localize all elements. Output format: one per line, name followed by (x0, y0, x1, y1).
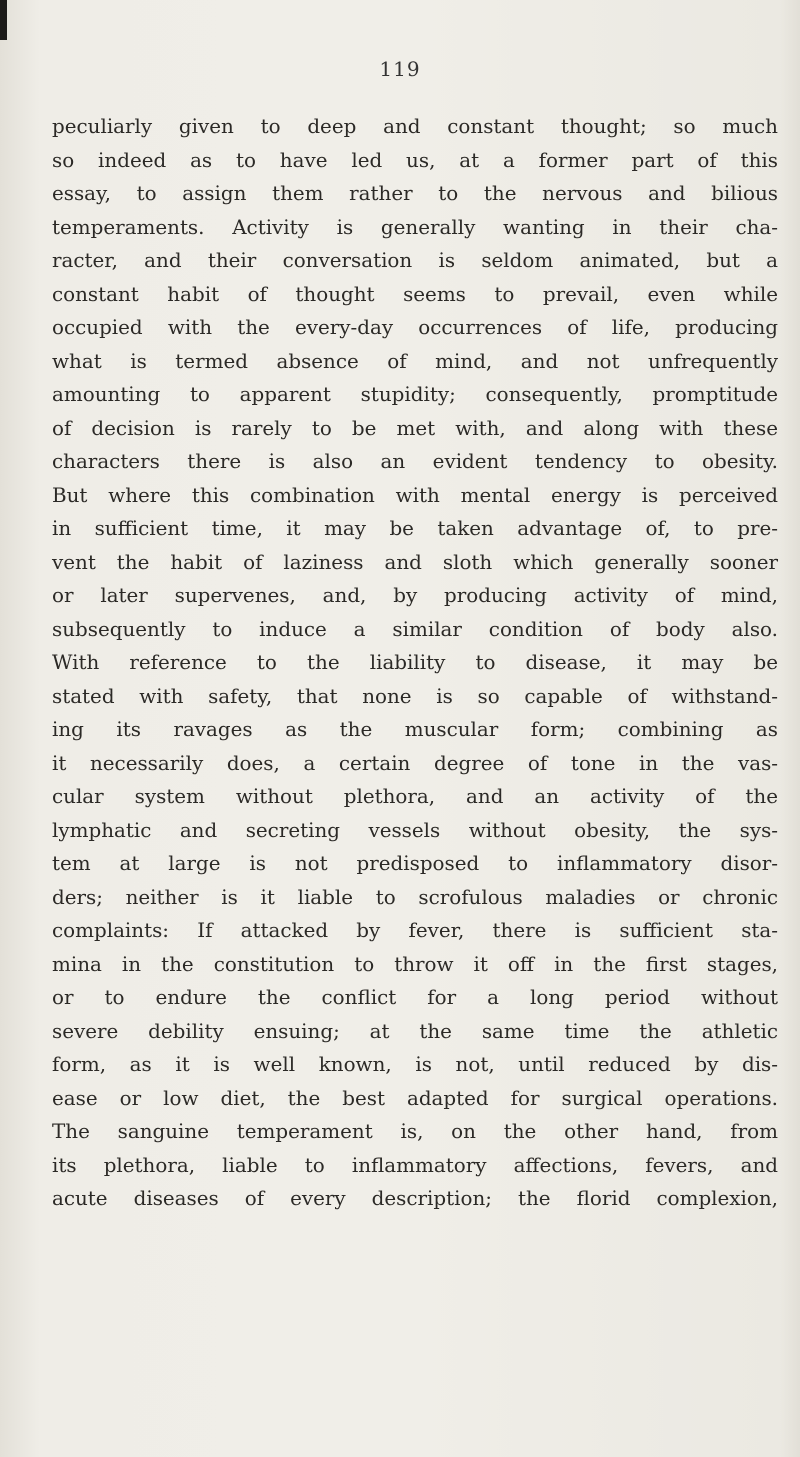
text-line: peculiarly given to deep and constant thought; so much (52, 115, 778, 138)
text-line: acute diseases of every description; the florid complexion, (52, 1187, 778, 1210)
text-line: so indeed as to have led us, at a former part of this (52, 148, 778, 172)
text-line: characters there is also an evident tendency to obesity. (52, 450, 778, 473)
text-line: or later supervenes, and, by producing activity of mind, (52, 584, 778, 607)
text-line: tem at large is not predisposed to inflammatory disor- (52, 852, 778, 875)
text-line: of decision is rarely to be met with, and along with these (52, 416, 778, 440)
text-line: stated with safety, that none is so capable of withstand- (52, 684, 778, 708)
text-line: subsequently to induce a similar condition of body also. (52, 617, 778, 641)
text-line: severe debility ensuing; at the same time the athletic (52, 1019, 778, 1043)
text-line: ing its ravages as the muscular form; combining as (52, 718, 778, 741)
text-line: amounting to apparent stupidity; consequently, promptitude (52, 383, 778, 406)
text-line: form, as it is well known, is not, until reduced by dis- (52, 1053, 778, 1076)
text-line: what is termed absence of mind, and not unfrequently (52, 349, 778, 373)
text-line: its plethora, liable to inflammatory affections, fevers, and (52, 1153, 778, 1177)
text-line: cular system without plethora, and an activity of the (52, 785, 778, 808)
text-line: in sufficient time, it may be taken advantage of, to pre- (52, 517, 778, 540)
page-edge-mark (0, 0, 7, 40)
text-line: ease or low diet, the best adapted for surgical operations. (52, 1086, 778, 1110)
text-line: complaints: If attacked by fever, there is sufficient sta- (52, 919, 778, 942)
text-line: or to endure the conflict for a long period without (52, 986, 778, 1009)
text-line: ders; neither is it liable to scrofulous maladies or chronic (52, 885, 778, 909)
text-line: racter, and their conversation is seldom animated, but a (52, 249, 778, 272)
text-line: occupied with the every-day occurrences of life, producing (52, 316, 778, 339)
text-line: But where this combination with mental energy is perceived (52, 483, 778, 507)
text-line: temperaments. Activity is generally wanting in their cha- (52, 215, 778, 239)
text-line: vent the habit of laziness and sloth which generally sooner (52, 550, 778, 574)
page-number: 119 (379, 57, 421, 81)
text-line: constant habit of thought seems to prevail, even while (52, 282, 778, 306)
text-line: it necessarily does, a certain degree of tone in the vas- (52, 751, 778, 775)
text-line: The sanguine temperament is, on the other hand, from (52, 1120, 778, 1143)
text-line: essay, to assign them rather to the nervous and bilious (52, 182, 778, 205)
text-line: mina in the constitution to throw it off in the first stages, (52, 952, 778, 976)
text-line: With reference to the liability to disease, it may be (52, 651, 778, 674)
text-line: lymphatic and secreting vessels without obesity, the sys- (52, 818, 778, 842)
body-text (52, 110, 778, 1216)
